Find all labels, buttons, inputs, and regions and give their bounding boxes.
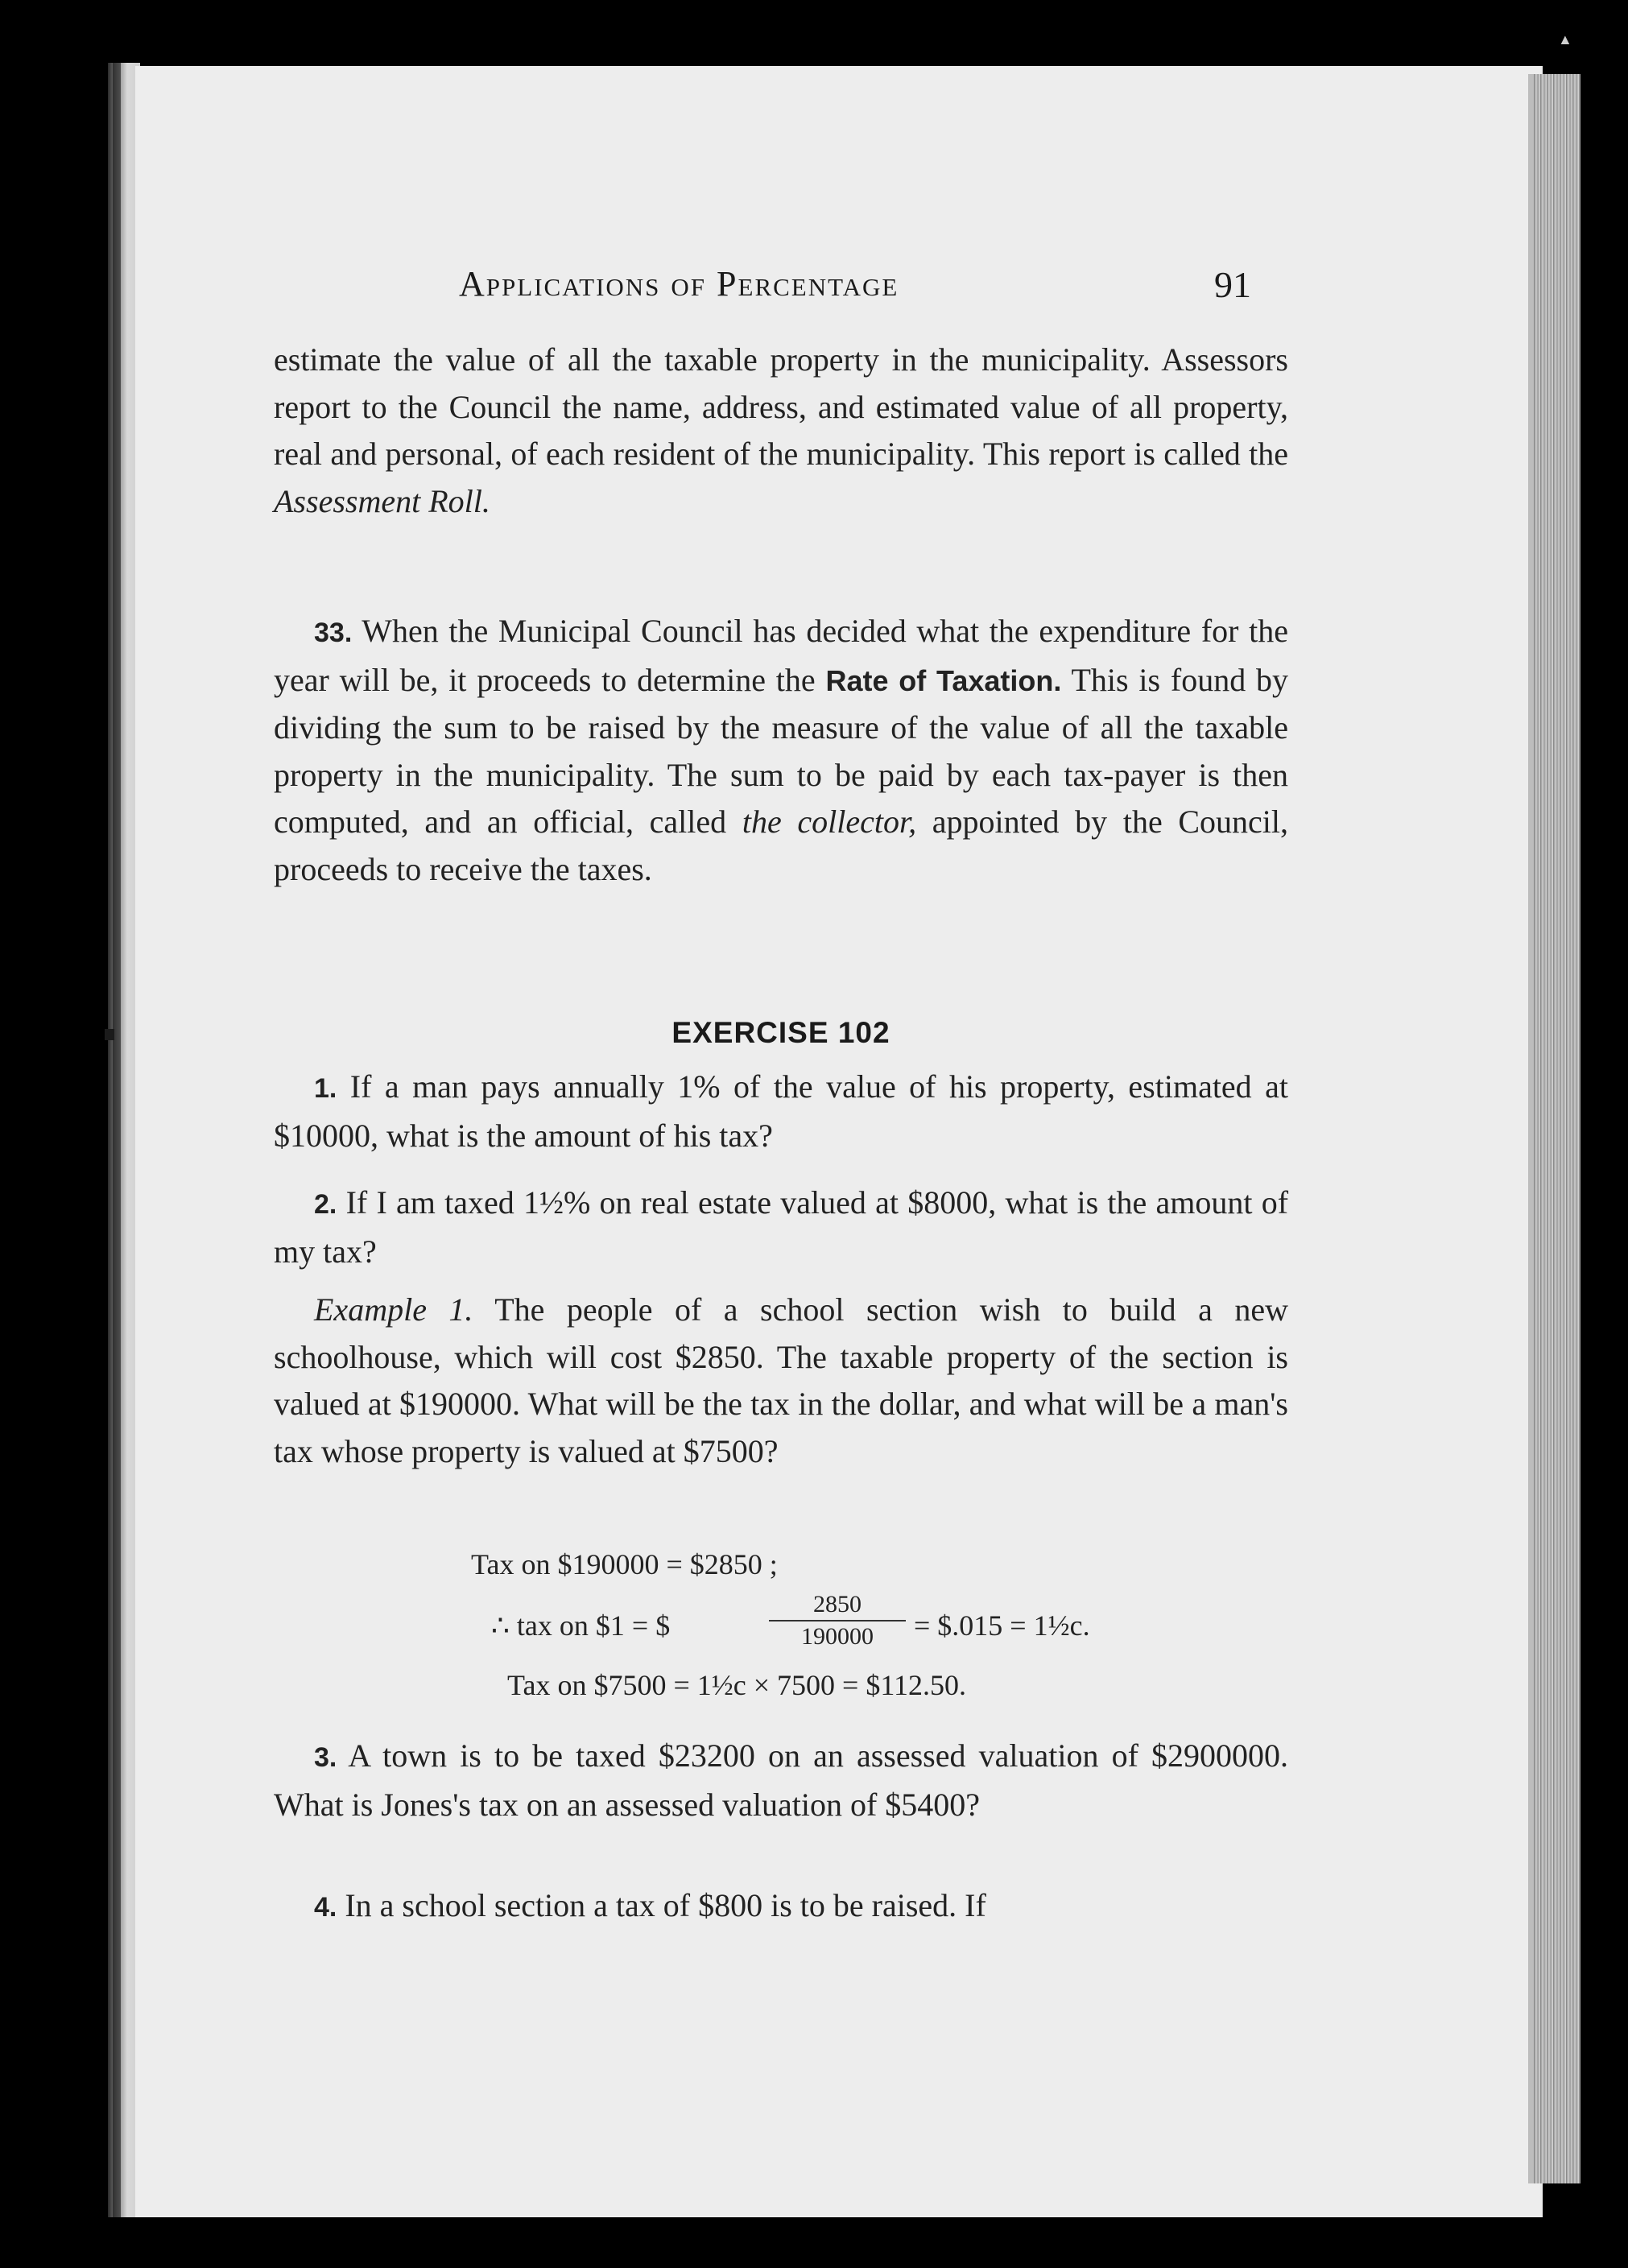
section-33-text-a: When the Municipal Council has decided what the expenditure for the year will be, it proceeds to determine the: [274, 613, 1288, 698]
calc-line-1-text: Tax on $190000 = $2850 ;: [471, 1548, 778, 1580]
section-33-text-b: This is found by dividing the sum to be raised by the measure of the value of all the taxable property in the municipality. The sum to be paid by each tax-payer is then computed, and an official, called: [274, 661, 1288, 840]
item-number: 2.: [314, 1189, 337, 1220]
example-text: The people of a school section wish to build a new schoolhouse, which will cost $2850. The taxable property of the section is valued at $190000. What will be the tax in the dollar, and what will be a man's tax whose property is valued at $7500?: [274, 1291, 1288, 1469]
page-stack-right: [1534, 74, 1580, 2183]
intro-text: estimate the value of all the taxable property in the municipality. Assessors report to the Council the name, address, and estimated value of all property, real and personal, of each resident of the municipality. This report is called the: [274, 341, 1288, 472]
section-number: 33.: [314, 618, 353, 648]
fraction-denominator: 190000: [801, 1623, 874, 1650]
item-text: If a man pays annually 1% of the value of his property, estimated at $10000, what is the amount of his tax?: [274, 1068, 1288, 1154]
example-label: Example 1.: [314, 1291, 473, 1328]
item-text: In a school section a tax of $800 is to be raised. If: [345, 1887, 986, 1923]
calc-line-2: [0, 1591, 1628, 1663]
fraction-numerator: 2850: [769, 1591, 906, 1621]
collector-term: the collector,: [742, 804, 917, 840]
rate-of-taxation-term: Rate of Taxation.: [825, 663, 1062, 697]
worked-example: [274, 1287, 1288, 1475]
item-text: A town is to be taxed $23200 on an assessed valuation of $2900000. What is Jones's tax on an assessed valuation of $5400?: [274, 1737, 1289, 1823]
running-title: Applications of Percentage: [459, 264, 899, 304]
intro-paragraph: [274, 337, 1288, 525]
calc-line-2-lhs: ∴ tax on $1 = $: [491, 1609, 671, 1642]
assessment-roll-term: Assessment Roll.: [274, 482, 490, 519]
calc-fraction: [769, 1591, 906, 1650]
page-number: 91: [1214, 264, 1251, 305]
calc-line-3-text: Tax on $7500 = 1½c × 7500 = $112.50.: [507, 1669, 967, 1701]
item-number: 4.: [314, 1892, 337, 1923]
exercise-heading: EXERCISE 102: [671, 1016, 890, 1049]
section-33-paragraph: [274, 608, 1288, 893]
corner-arrow-icon: ▲: [1558, 31, 1572, 48]
exercise-item-4: [274, 1882, 1288, 1931]
running-head: [0, 263, 1628, 312]
item-number: 1.: [314, 1073, 337, 1104]
item-text: If I am taxed 1½% on real estate valued at $8000, what is the amount of my tax?: [274, 1184, 1289, 1270]
calc-line-2-rhs: = $.015 = 1½c.: [914, 1609, 1090, 1642]
section-33-text-c: appointed by the Council, proceeds to receive the taxes.: [274, 804, 1289, 887]
exercise-item-2: [274, 1179, 1288, 1275]
exercise-item-3: [274, 1733, 1288, 1828]
exercise-item-1: [274, 1064, 1288, 1159]
item-number: 3.: [314, 1742, 337, 1773]
book-gutter-shadow: [113, 63, 121, 2217]
page-edge-mark: [105, 1029, 114, 1040]
